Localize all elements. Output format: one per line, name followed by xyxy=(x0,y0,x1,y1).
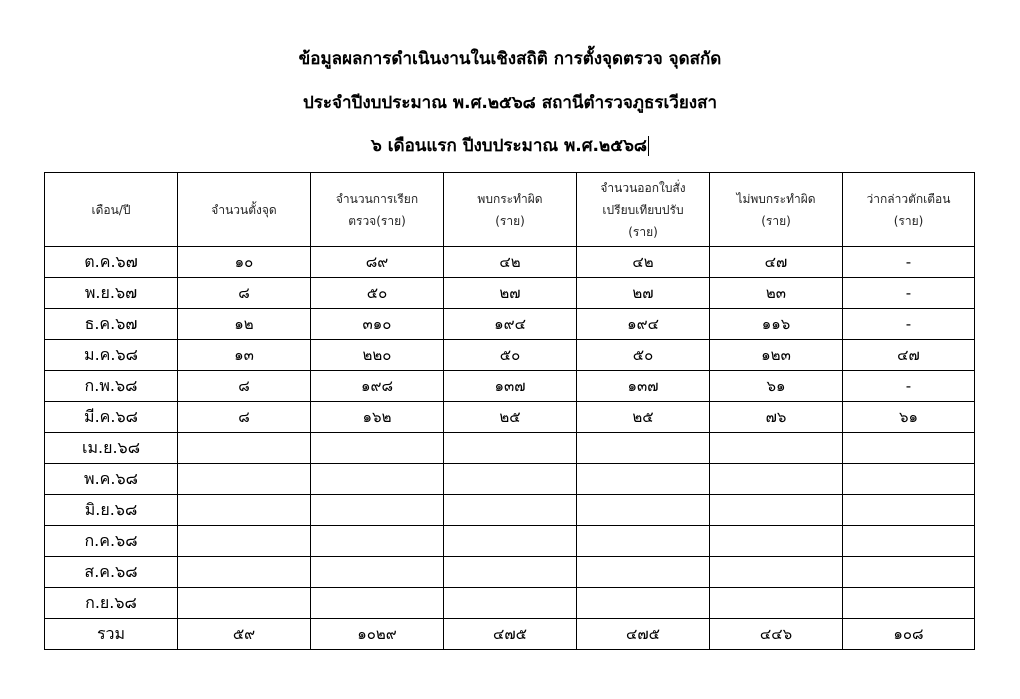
table-row xyxy=(45,371,975,402)
tickets-cell: ๒๕ xyxy=(577,402,710,433)
inspections-cell: ๑๖๒ xyxy=(311,402,444,433)
no-offense-cell xyxy=(710,464,843,495)
header-line: (ราย) xyxy=(761,213,791,228)
document-title: ข้อมูลผลการดำเนินงานในเชิงสถิติ การตั้งจุดตรวจ จุดสกัด xyxy=(298,49,722,69)
no-offense-cell: ๒๓ xyxy=(710,278,843,309)
month-cell: ธ.ค.๖๗ xyxy=(45,309,178,340)
header-line: (ราย) xyxy=(495,213,525,228)
inspections-cell xyxy=(311,464,444,495)
header-tickets-issued xyxy=(577,173,710,247)
no-offense-cell xyxy=(710,588,843,619)
checkpoints-cell: ๘ xyxy=(178,278,311,309)
inspections-cell: ๓๑๐ xyxy=(311,309,444,340)
text-cursor xyxy=(648,136,649,156)
header-line: พบกระทำผิด xyxy=(477,191,543,206)
month-cell: ก.ค.๖๘ xyxy=(45,526,178,557)
table-row xyxy=(45,402,975,433)
tickets-cell: ๕๐ xyxy=(577,340,710,371)
tickets-cell xyxy=(577,526,710,557)
checkpoints-cell xyxy=(178,557,311,588)
checkpoints-cell xyxy=(178,526,311,557)
offenses-cell: ๑๓๗ xyxy=(444,371,577,402)
header-line: เดือน/ปี xyxy=(91,202,131,217)
table-row xyxy=(45,557,975,588)
header-month xyxy=(45,173,178,247)
total-tickets-cell: ๔๗๕ xyxy=(577,619,710,650)
inspections-cell xyxy=(311,495,444,526)
header-line: (ราย) xyxy=(893,213,924,228)
checkpoints-cell: ๘ xyxy=(178,371,311,402)
tickets-cell xyxy=(577,588,710,619)
table-row xyxy=(45,340,975,371)
no-offense-cell: ๗๖ xyxy=(710,402,843,433)
total-label: รวม xyxy=(45,619,178,650)
month-cell: ก.ย.๖๘ xyxy=(45,588,178,619)
offenses-cell xyxy=(444,557,577,588)
no-offense-cell: ๖๑ xyxy=(710,371,843,402)
offenses-cell: ๑๙๔ xyxy=(444,309,577,340)
checkpoints-cell xyxy=(178,495,311,526)
table-row xyxy=(45,526,975,557)
checkpoints-cell: ๑๓ xyxy=(178,340,311,371)
header-line: ไม่พบกระทำผิด xyxy=(736,191,816,206)
header-line: ตรวจ(ราย) xyxy=(348,213,406,228)
warnings-cell xyxy=(843,526,975,557)
no-offense-cell: ๔๗ xyxy=(710,247,843,278)
month-cell: ก.พ.๖๘ xyxy=(45,371,178,402)
document-subtitle: ประจำปีงบประมาณ พ.ศ.๒๕๖๘ สถานีตำรวจภูธรเวียงสา xyxy=(302,93,718,113)
offenses-cell: ๒๕ xyxy=(444,402,577,433)
no-offense-cell: ๑๑๖ xyxy=(710,309,843,340)
document-period-text: ๖ เดือนแรก ปีงบประมาณ พ.ศ.๒๕๖๘ xyxy=(371,136,647,156)
tickets-cell xyxy=(577,433,710,464)
header-line: จำนวนออกใบสั่ง xyxy=(600,180,686,195)
tickets-cell: ๑๓๗ xyxy=(577,371,710,402)
header-offenses-found xyxy=(444,173,577,247)
no-offense-cell xyxy=(710,557,843,588)
inspections-cell xyxy=(311,588,444,619)
warnings-cell xyxy=(843,464,975,495)
tickets-cell xyxy=(577,495,710,526)
total-row xyxy=(45,619,975,650)
warnings-cell: - xyxy=(843,371,975,402)
offenses-cell xyxy=(444,588,577,619)
total-checkpoints-cell: ๕๙ xyxy=(178,619,311,650)
tickets-cell: ๑๙๔ xyxy=(577,309,710,340)
table-row xyxy=(45,588,975,619)
checkpoints-cell xyxy=(178,588,311,619)
header-line: ว่ากล่าวตักเตือน xyxy=(866,191,951,206)
table-row xyxy=(45,247,975,278)
tickets-cell: ๒๗ xyxy=(577,278,710,309)
table-row xyxy=(45,495,975,526)
table-row xyxy=(45,433,975,464)
no-offense-cell xyxy=(710,526,843,557)
month-cell: ม.ค.๖๘ xyxy=(45,340,178,371)
month-cell: พ.ค.๖๘ xyxy=(45,464,178,495)
offenses-cell: ๔๒ xyxy=(444,247,577,278)
document-period xyxy=(0,134,1020,158)
header-checkpoints xyxy=(178,173,311,247)
inspections-cell xyxy=(311,557,444,588)
month-cell: พ.ย.๖๗ xyxy=(45,278,178,309)
warnings-cell: ๔๗ xyxy=(843,340,975,371)
checkpoints-cell: ๘ xyxy=(178,402,311,433)
inspections-cell: ๒๒๐ xyxy=(311,340,444,371)
month-cell: ต.ค.๖๗ xyxy=(45,247,178,278)
offenses-cell xyxy=(444,464,577,495)
no-offense-cell: ๑๒๓ xyxy=(710,340,843,371)
offenses-cell: ๒๗ xyxy=(444,278,577,309)
offenses-cell xyxy=(444,495,577,526)
header-line: (ราย) xyxy=(628,224,658,239)
month-cell: ส.ค.๖๘ xyxy=(45,557,178,588)
warnings-cell: - xyxy=(843,309,975,340)
checkpoints-cell: ๑๒ xyxy=(178,309,311,340)
month-cell: มี.ค.๖๘ xyxy=(45,402,178,433)
inspections-cell: ๘๙ xyxy=(311,247,444,278)
total-inspections-cell: ๑๐๒๙ xyxy=(311,619,444,650)
warnings-cell xyxy=(843,433,975,464)
warnings-cell: ๖๑ xyxy=(843,402,975,433)
inspections-cell: ๕๐ xyxy=(311,278,444,309)
header-line: จำนวนการเรียก xyxy=(335,191,419,206)
tickets-cell: ๔๒ xyxy=(577,247,710,278)
table-row xyxy=(45,278,975,309)
month-cell: มิ.ย.๖๘ xyxy=(45,495,178,526)
inspections-cell: ๑๙๘ xyxy=(311,371,444,402)
warnings-cell: - xyxy=(843,247,975,278)
inspections-cell xyxy=(311,433,444,464)
table-header-row xyxy=(45,173,975,247)
warnings-cell xyxy=(843,557,975,588)
statistics-table xyxy=(44,172,975,650)
tickets-cell xyxy=(577,464,710,495)
offenses-cell xyxy=(444,433,577,464)
header-no-offense xyxy=(710,173,843,247)
no-offense-cell xyxy=(710,433,843,464)
warnings-cell: - xyxy=(843,278,975,309)
total-offenses-cell: ๔๗๕ xyxy=(444,619,577,650)
no-offense-cell xyxy=(710,495,843,526)
checkpoints-cell xyxy=(178,464,311,495)
header-warnings xyxy=(843,173,975,247)
offenses-cell: ๕๐ xyxy=(444,340,577,371)
tickets-cell xyxy=(577,557,710,588)
checkpoints-cell: ๑๐ xyxy=(178,247,311,278)
checkpoints-cell xyxy=(178,433,311,464)
header-line: เปรียบเทียบปรับ xyxy=(602,202,684,217)
table-row xyxy=(45,309,975,340)
header-line: จำนวนตั้งจุด xyxy=(211,202,277,217)
total-no-offense-cell: ๔๔๖ xyxy=(710,619,843,650)
total-warnings-cell: ๑๐๘ xyxy=(843,619,975,650)
table-row xyxy=(45,464,975,495)
warnings-cell xyxy=(843,495,975,526)
month-cell: เม.ย.๖๘ xyxy=(45,433,178,464)
warnings-cell xyxy=(843,588,975,619)
offenses-cell xyxy=(444,526,577,557)
inspections-cell xyxy=(311,526,444,557)
header-inspections xyxy=(311,173,444,247)
